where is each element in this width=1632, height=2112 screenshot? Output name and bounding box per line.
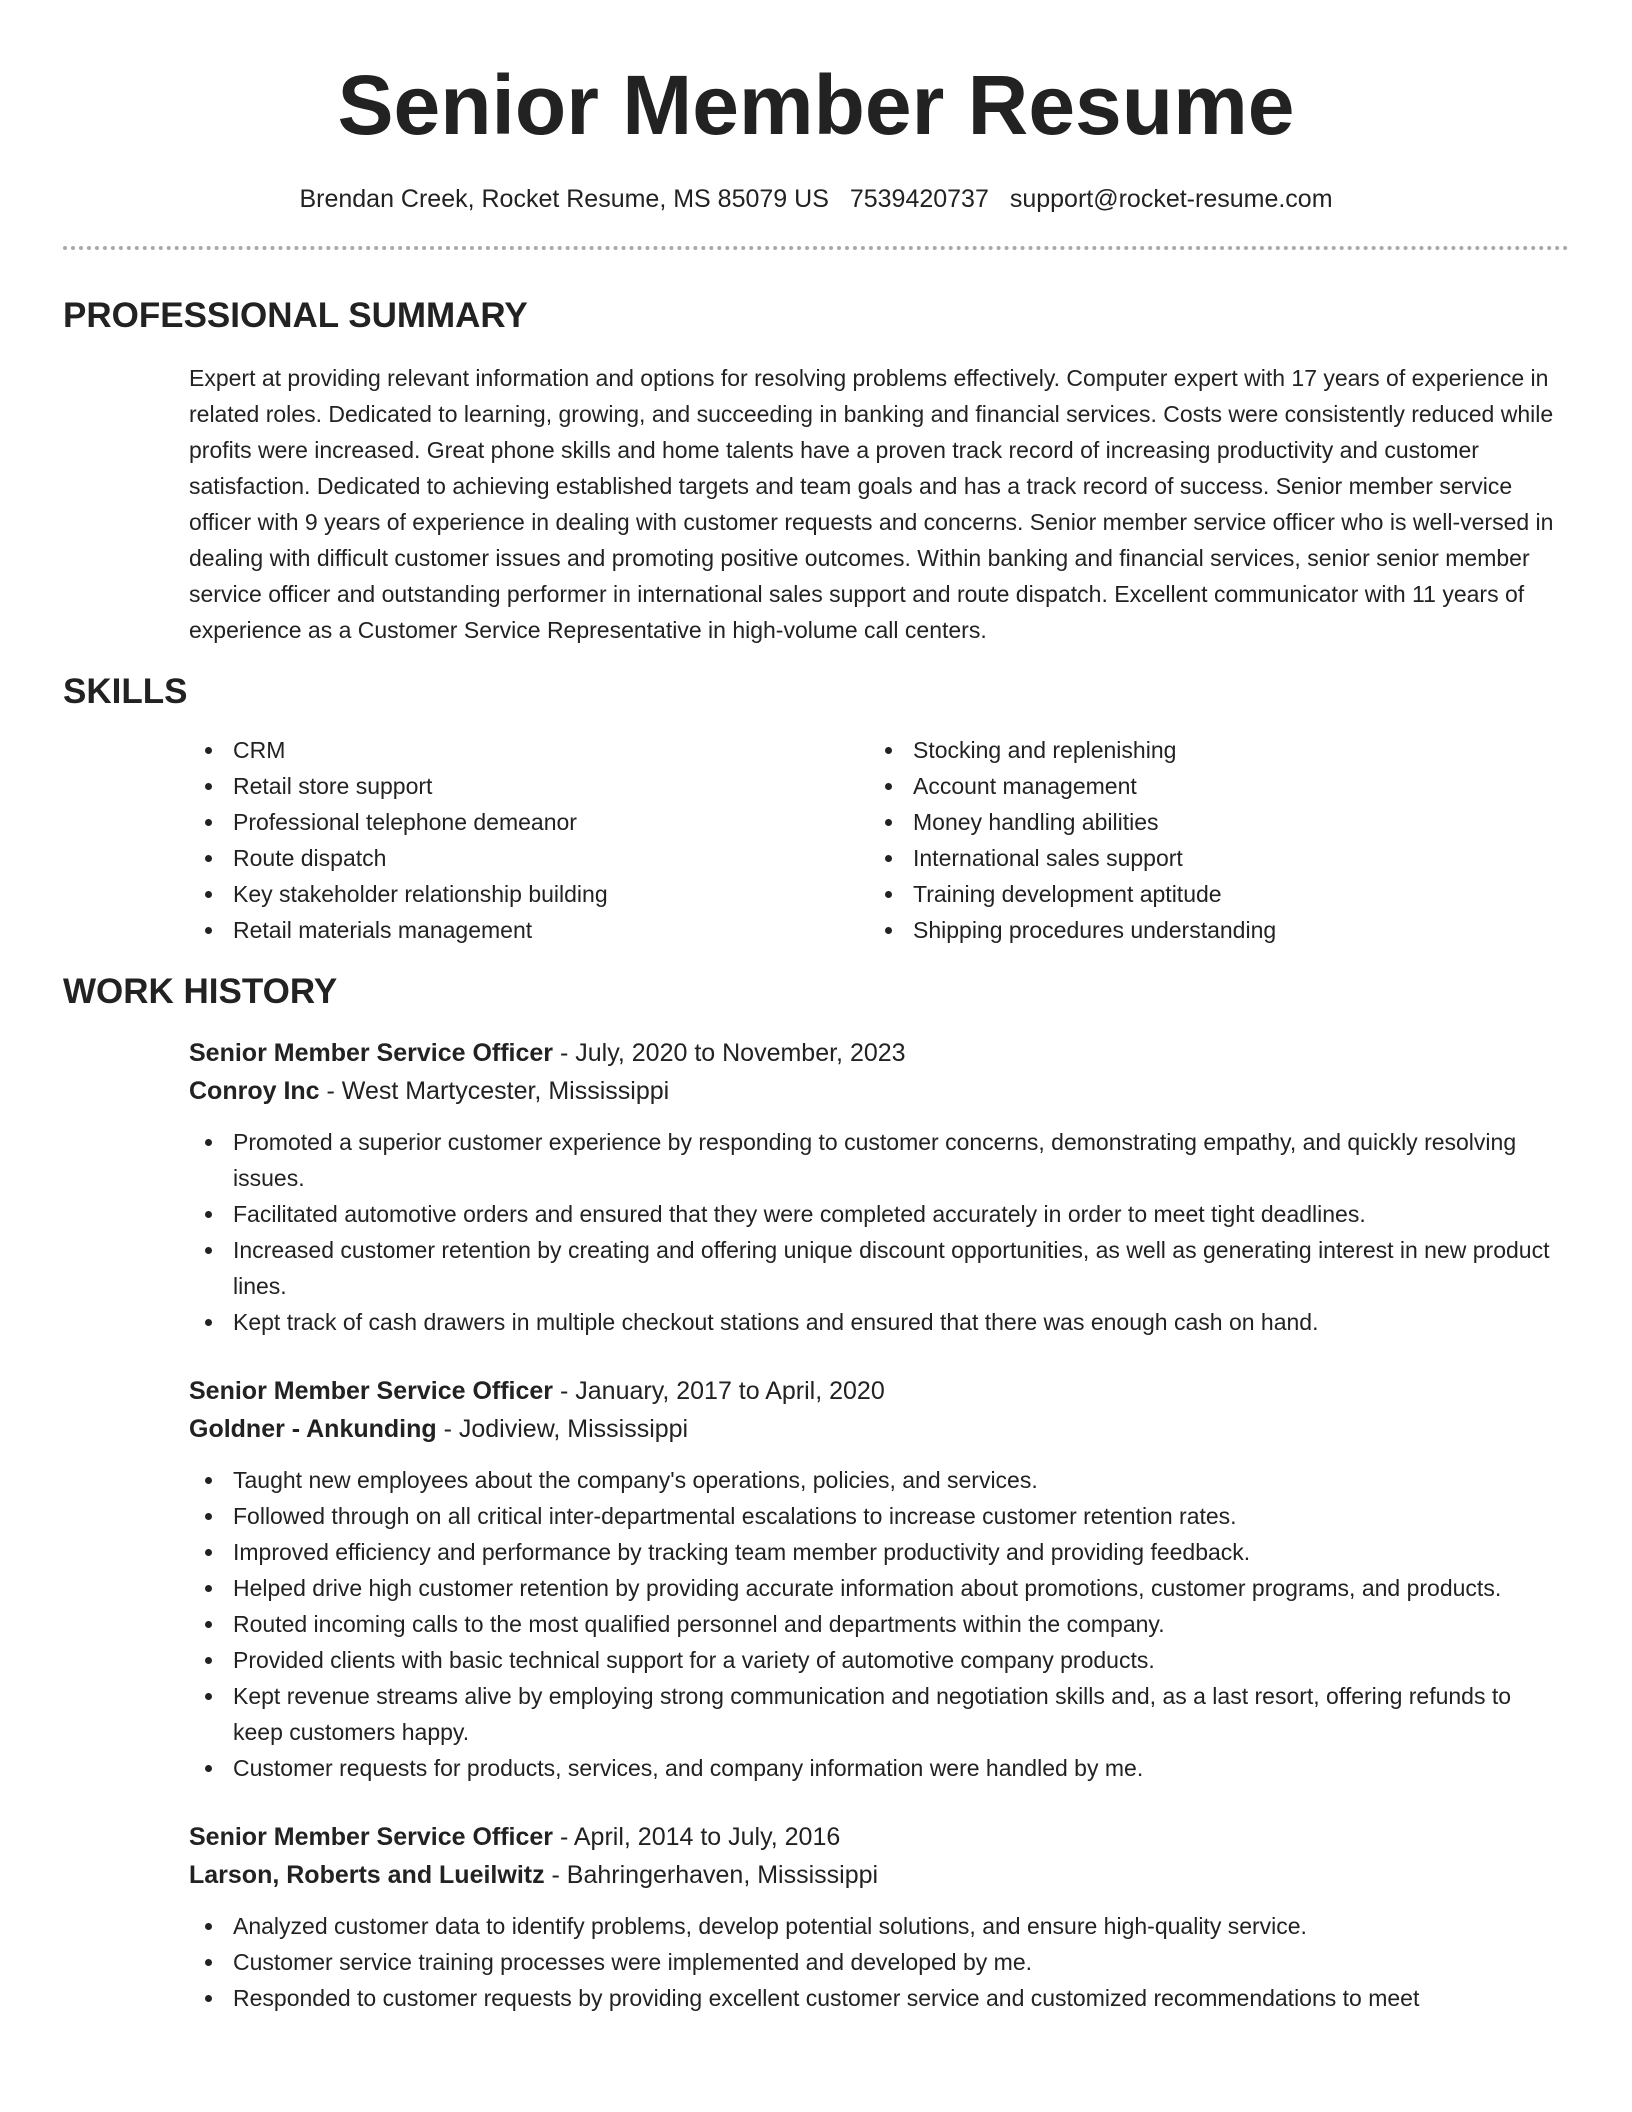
job-dates: - January, 2017 to April, 2020 (553, 1377, 885, 1405)
job-bullet: Routed incoming calls to the most qualified personnel and departments within the company. (189, 1606, 1554, 1642)
job-company-line (189, 1856, 1554, 1894)
work-history-heading: WORK HISTORY (63, 972, 338, 1011)
skills-column-right (869, 732, 1549, 948)
job-entry (189, 1818, 1554, 2016)
job-title: Senior Member Service Officer (189, 1377, 554, 1405)
contact-address: Brendan Creek, Rocket Resume, MS 85079 US (299, 185, 829, 213)
job-location: - Bahringerhaven, Mississippi (544, 1861, 879, 1889)
job-bullet: Kept revenue streams alive by employing strong communication and negotiation skills and, as a last resort, offering refunds to keep customers happy. (189, 1678, 1554, 1750)
job-bullets (189, 1124, 1554, 1340)
skill-item: Money handling abilities (869, 804, 1549, 840)
skills-list (189, 732, 1569, 948)
job-entry (189, 1372, 1554, 1786)
job-bullet: Followed through on all critical inter-departmental escalations to increase customer retention rates. (189, 1498, 1554, 1534)
job-bullet: Customer service training processes were implemented and developed by me. (189, 1944, 1554, 1980)
job-bullet: Promoted a superior customer experience by responding to customer concerns, demonstrating empathy, and quickly resolving issues. (189, 1124, 1554, 1196)
job-title-line (189, 1034, 1554, 1072)
job-bullet: Provided clients with basic technical support for a variety of automotive company products. (189, 1642, 1554, 1678)
job-bullet: Kept track of cash drawers in multiple checkout stations and ensured that there was enough cash on hand. (189, 1304, 1554, 1340)
job-title: Senior Member Service Officer (189, 1039, 554, 1067)
skill-item: Shipping procedures understanding (869, 912, 1549, 948)
job-title-line (189, 1818, 1554, 1856)
contact-line (0, 182, 1632, 216)
job-bullet: Improved efficiency and performance by tracking team member productivity and providing feedback. (189, 1534, 1554, 1570)
resume-title: Senior Member Resume (337, 58, 1295, 152)
job-location: - West Martycester, Mississippi (319, 1077, 670, 1105)
summary-heading: PROFESSIONAL SUMMARY (63, 296, 528, 335)
job-bullet: Helped drive high customer retention by providing accurate information about promotions, customer programs, and products. (189, 1570, 1554, 1606)
job-bullets (189, 1462, 1554, 1786)
job-bullet: Taught new employees about the company's operations, policies, and services. (189, 1462, 1554, 1498)
skill-item: Professional telephone demeanor (189, 804, 869, 840)
job-dates: - July, 2020 to November, 2023 (553, 1039, 906, 1067)
contact-phone: 7539420737 (849, 185, 989, 213)
job-company: Conroy Inc (189, 1077, 320, 1105)
skill-item: Key stakeholder relationship building (189, 876, 869, 912)
job-title: Senior Member Service Officer (189, 1823, 554, 1851)
job-company: Larson, Roberts and Lueilwitz (189, 1861, 545, 1889)
job-title-line (189, 1372, 1554, 1410)
skill-item: CRM (189, 732, 869, 768)
skills-column-left (189, 732, 869, 948)
contact-email: support@rocket-resume.com (1009, 185, 1333, 213)
summary-text: Expert at providing relevant information and options for resolving problems effectively. Computer expert with 17 years of experience in related roles. Dedicated to learning, growing, and succeeding in banking and financial services. Costs were consistently reduced while profits were increased. Great phone skills and home talents have a proven track record of increasing productivity and customer satisfaction. Dedicated to achieving established targets and team goals and has a track record of success. Senior member service officer with 9 years of experience in dealing with customer requests and concerns. Senior member service officer who is well-versed in dealing with difficult customer issues and promoting positive outcomes. Within banking and financial services, senior senior member service officer and outstanding performer in international sales support and route dispatch. Excellent communicator with 11 years of experience as a Customer Service Representative in high-volume call centers. (189, 365, 1554, 643)
skill-item: Retail store support (189, 768, 869, 804)
job-company: Goldner - Ankunding (189, 1415, 437, 1443)
skill-item: International sales support (869, 840, 1549, 876)
job-location: - Jodiview, Mississippi (436, 1415, 689, 1443)
job-bullet: Customer requests for products, services, and company information were handled by me. (189, 1750, 1554, 1786)
job-bullet: Analyzed customer data to identify problems, develop potential solutions, and ensure high-quality service. (189, 1908, 1554, 1944)
job-bullet: Facilitated automotive orders and ensured that they were completed accurately in order to meet tight deadlines. (189, 1196, 1554, 1232)
job-bullet: Responded to customer requests by providing excellent customer service and customized recommendations to meet (189, 1980, 1554, 2016)
job-company-line (189, 1410, 1554, 1448)
job-bullets (189, 1908, 1554, 2016)
job-dates: - April, 2014 to July, 2016 (553, 1823, 841, 1851)
skill-item: Account management (869, 768, 1549, 804)
job-bullet: Increased customer retention by creating and offering unique discount opportunities, as well as generating interest in new product lines. (189, 1232, 1554, 1304)
skills-heading: SKILLS (63, 672, 188, 711)
skill-item: Stocking and replenishing (869, 732, 1549, 768)
header-divider (63, 246, 1569, 250)
skill-item: Training development aptitude (869, 876, 1549, 912)
job-company-line (189, 1072, 1554, 1110)
skill-item: Route dispatch (189, 840, 869, 876)
skill-item: Retail materials management (189, 912, 869, 948)
job-entry (189, 1034, 1554, 1340)
